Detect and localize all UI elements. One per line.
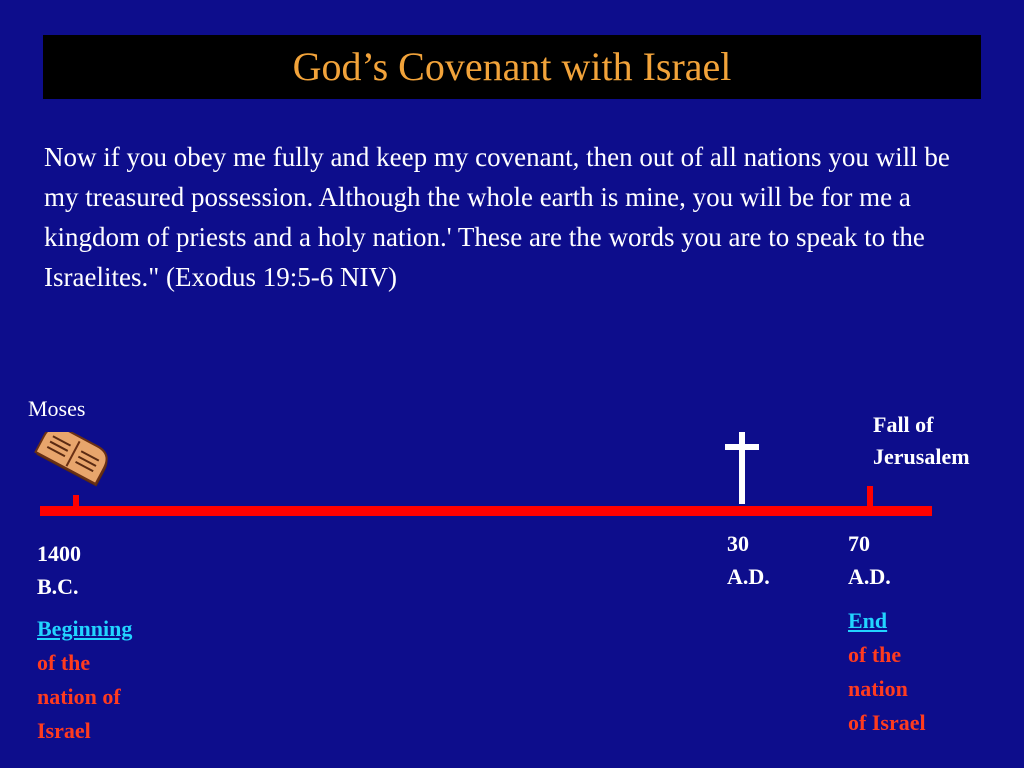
date-1400-line1: 1400 xyxy=(37,541,81,566)
date-70-line2: A.D. xyxy=(848,564,891,589)
end-note-line2: nation xyxy=(848,676,908,701)
beginning-note-line3: Israel xyxy=(37,718,91,743)
moses-label: Moses xyxy=(28,396,86,421)
end-note-line1: of the xyxy=(848,642,902,667)
beginning-note-line1: of the xyxy=(37,650,91,675)
stone-tablet-icon xyxy=(30,432,112,496)
date-1400-bc xyxy=(37,537,81,603)
fall-label-line1: Fall of xyxy=(873,412,934,437)
date-30-line1: 30 xyxy=(727,531,749,556)
beginning-note-line2: nation of xyxy=(37,684,121,709)
end-note xyxy=(848,604,926,740)
date-30-line2: A.D. xyxy=(727,564,770,589)
date-30-ad xyxy=(727,527,770,593)
end-link[interactable]: End xyxy=(848,608,888,633)
scripture-quote: Now if you obey me fully and keep my covenant, then out of all nations you will be my treasured possession. Although the whole earth is mine, you will be for me a kingdom of priests and a holy nation.' These are the words you are to speak to the Israelites." (Exodus 19:5-6 NIV) xyxy=(44,142,950,292)
date-70-line1: 70 xyxy=(848,531,870,556)
date-70-ad xyxy=(848,527,891,593)
title-bar xyxy=(43,35,981,99)
timeline-tick-start xyxy=(73,495,79,509)
timeline-tick-end xyxy=(867,486,873,510)
date-1400-line2: B.C. xyxy=(37,574,79,599)
cross-icon xyxy=(722,432,762,504)
beginning-note xyxy=(37,612,132,748)
fall-of-jerusalem-label xyxy=(873,409,970,473)
timeline-bar xyxy=(40,506,932,516)
beginning-link[interactable]: Beginning xyxy=(37,616,133,641)
end-note-line3: of Israel xyxy=(848,710,926,735)
slide-title: God’s Covenant with Israel xyxy=(292,44,732,89)
fall-label-line2: Jerusalem xyxy=(873,444,970,469)
